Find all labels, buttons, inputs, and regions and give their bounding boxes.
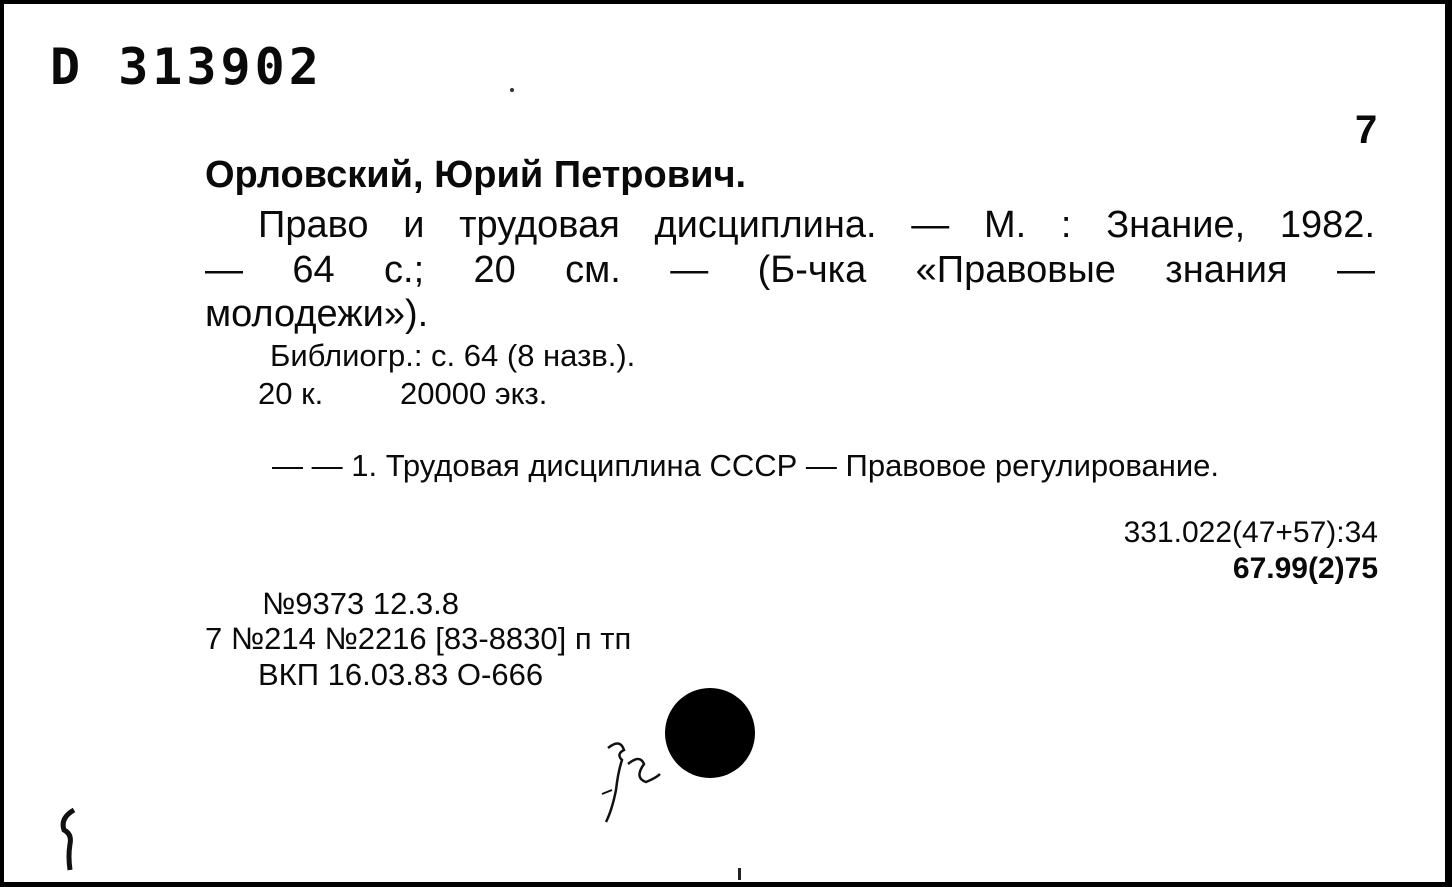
title-line-1: Право и трудовая дисциплина. — М. : Знание, 1982. [258,204,1375,246]
punch-hole [665,688,755,778]
card-border-right [1445,0,1452,887]
title-line-2: — 64 с.; 20 см. — (Б-чка «Правовые знания — [205,249,1375,291]
inventory-number: D 313902 [50,38,323,96]
ink-dot [510,88,514,92]
print-info: 7 №214 №2216 [83-8830] п тп [205,621,632,656]
order-number: №9373 12.3.8 [262,586,460,621]
bottom-tick-mark [738,868,741,880]
print-run: 20000 экз. [400,376,548,411]
card-border-left [0,0,4,887]
author-heading: Орловский, Юрий Петрович. [205,154,747,196]
udc-code: 331.022(47+57):34 [1123,516,1378,549]
card-border-bottom [0,882,1452,887]
handwritten-mark-icon [598,730,668,830]
margin-mark-icon [56,808,86,872]
title-line-3: молодежи»). [205,293,429,335]
price: 20 к. [258,376,324,411]
bibliography-note: Библиогр.: с. 64 (8 назв.). [270,338,636,373]
vkp-info: ВКП 16.03.83 О-666 [258,657,544,692]
bbk-code: 67.99(2)75 [1232,552,1378,585]
corner-number: 7 [1355,108,1378,152]
subject-heading: — — 1. Трудовая дисциплина СССР — Правовое регулирование. [272,448,1220,483]
card-border-top [0,0,1452,4]
